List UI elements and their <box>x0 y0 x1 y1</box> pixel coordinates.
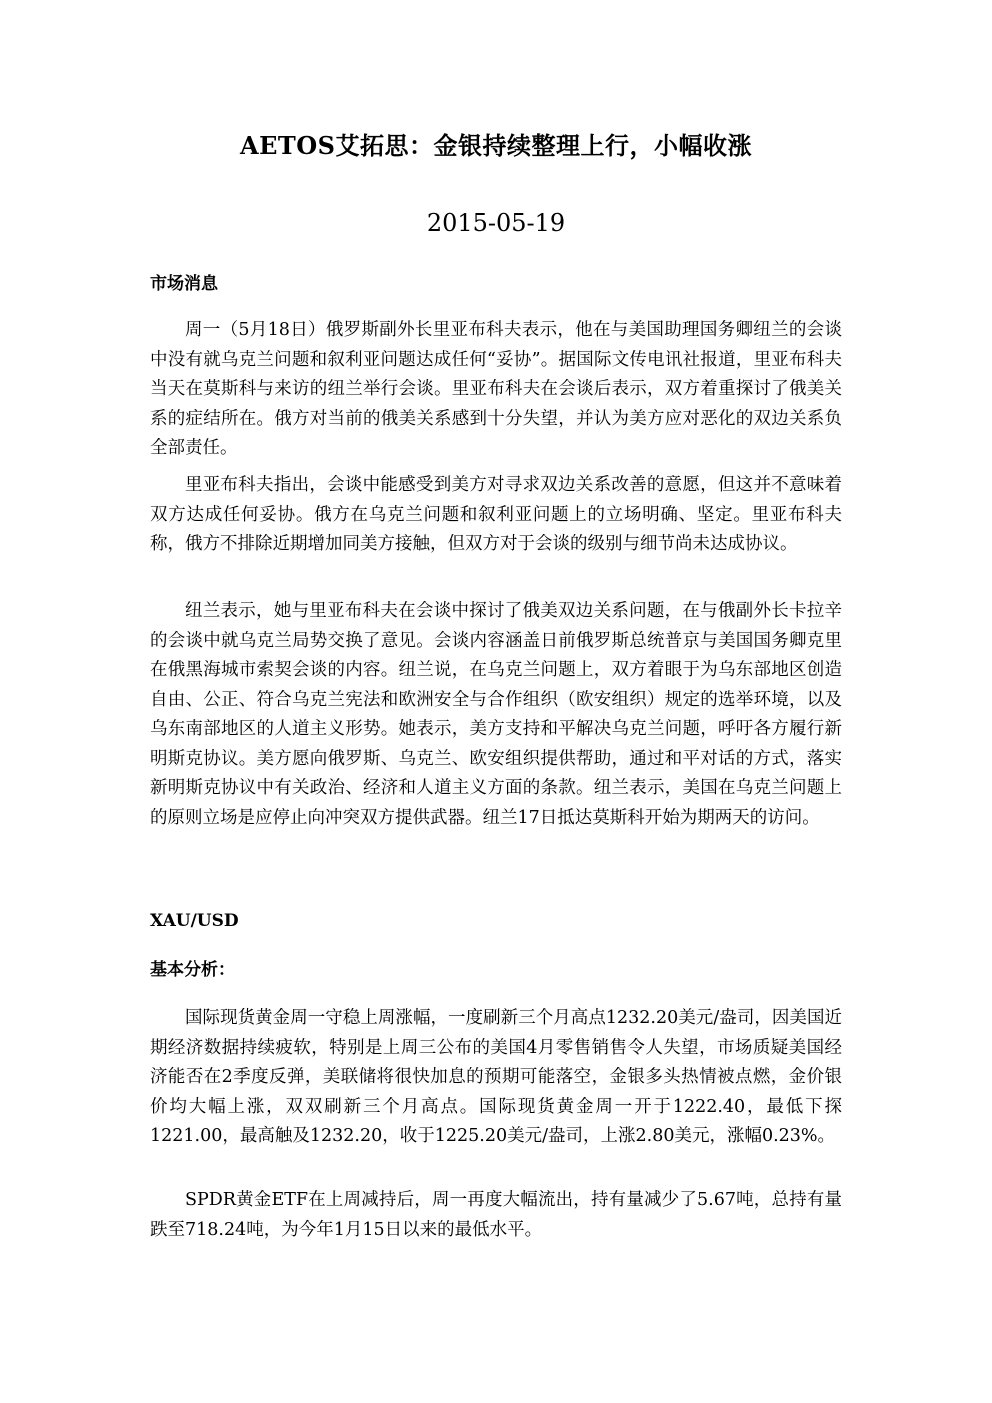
fundamental-paragraph-2: SPDR黄金ETF在上周减持后，周一再度大幅流出，持有量减少了5.67吨，总持有量跌至718.24吨，为今年1月15日以来的最低水平。 <box>150 1190 842 1240</box>
market-news-paragraph-2: 里亚布科夫指出，会谈中能感受到美方对寻求双边关系改善的意愿，但这并不意味着双方达成任何妥协。俄方在乌克兰问题和叙利亚问题上的立场明确、坚定。里亚布科夫称，俄方不排除近期增加同美方接触，但双方对于会谈的级别与细节尚未达成协议。 <box>150 475 842 554</box>
document-date: 2015-05-19 <box>426 209 566 237</box>
document-title: AETOS艾拓思：金银持续整理上行，小幅收涨 <box>239 131 752 160</box>
instrument-symbol: XAU/USD <box>150 911 239 931</box>
section-heading-fundamental-analysis: 基本分析： <box>150 960 235 980</box>
section-heading-market-news: 市场消息 <box>150 274 218 294</box>
market-news-paragraph-1: 周一（5月18日）俄罗斯副外长里亚布科夫表示，他在与美国助理国务卿纽兰的会谈中没有就乌克兰问题和叙利亚问题达成任何“妥协”。据国际文传电讯社报道，里亚布科夫当天在莫斯科与来访的纽兰举行会谈。里亚布科夫在会谈后表示，双方着重探讨了俄美关系的症结所在。俄方对当前的俄美关系感到十分失望，并认为美方应对恶化的双边关系负全部责任。 <box>150 320 842 458</box>
fundamental-paragraph-1: 国际现货黄金周一守稳上周涨幅，一度刷新三个月高点1232.20美元/盎司，因美国近期经济数据持续疲软，特别是上周三公布的美国4月零售销售令人失望，市场质疑美国经济能否在2季度反弹，美联储将很快加息的预期可能落空，金银多头热情被点燃，金价银价均大幅上涨，双双刷新三个月高点。国际现货黄金周一开于1222.40，最低下探1221.00，最高触及1232.20，收于1225.20美元/盎司，上涨2.80美元，涨幅0.23%。 <box>150 1008 842 1146</box>
market-news-paragraph-3: 纽兰表示，她与里亚布科夫在会谈中探讨了俄美双边关系问题，在与俄副外长卡拉辛的会谈中就乌克兰局势交换了意见。会谈内容涵盖日前俄罗斯总统普京与美国国务卿克里在俄黑海城市索契会谈的内容。纽兰说，在乌克兰问题上，双方着眼于为乌东部地区创造自由、公正、符合乌克兰宪法和欧洲安全与合作组织（欧安组织）规定的选举环境，以及乌东南部地区的人道主义形势。她表示，美方支持和平解决乌克兰问题，呼吁各方履行新明斯克协议。美方愿向俄罗斯、乌克兰、欧安组织提供帮助，通过和平对话的方式，落实新明斯克协议中有关政治、经济和人道主义方面的条款。纽兰表示，美国在乌克兰问题上的原则立场是应停止向冲突双方提供武器。纽兰17日抵达莫斯科开始为期两天的访问。 <box>150 601 842 828</box>
